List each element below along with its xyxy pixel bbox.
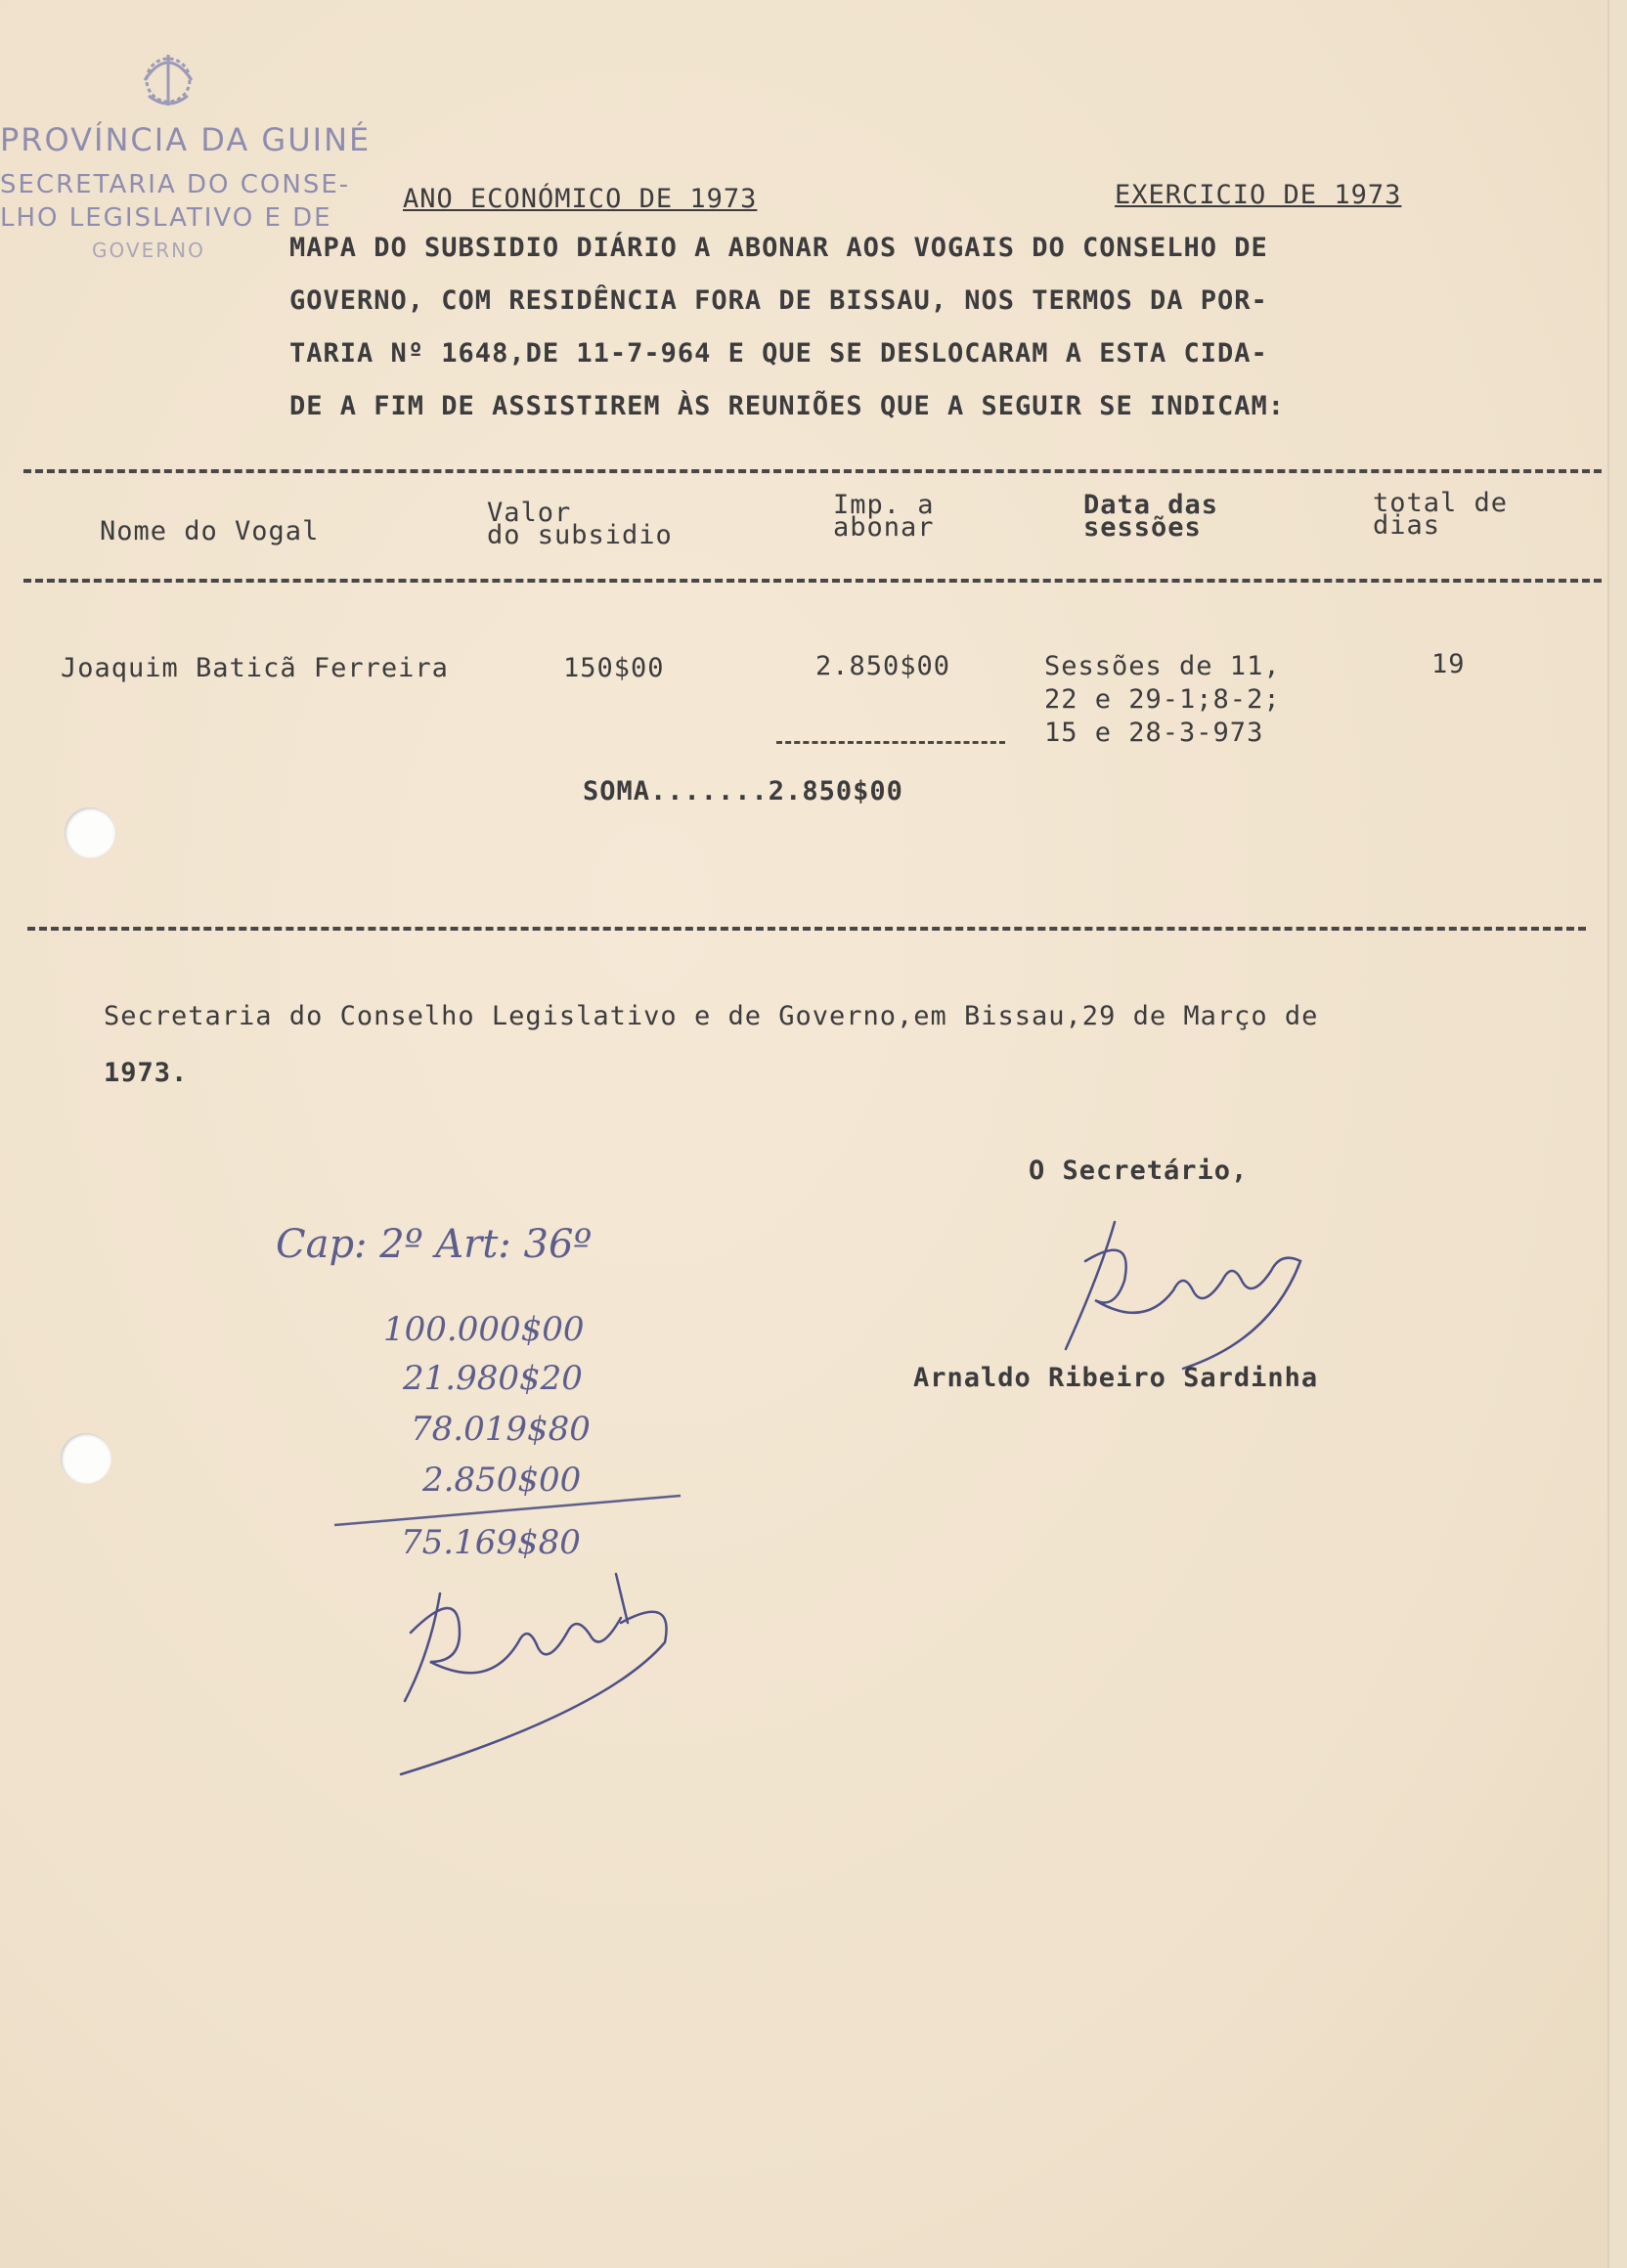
title-line-2: GOVERNO, COM RESIDÊNCIA FORA DE BISSAU, NOS TERMOS DA POR- bbox=[289, 285, 1268, 316]
title-line-4: DE A FIM DE ASSISTIREM ÀS REUNIÕES QUE A SEGUIR SE INDICAM: bbox=[289, 391, 1286, 421]
col-header-subsidy-line2: do subsidio bbox=[487, 519, 673, 550]
punch-hole-upper bbox=[65, 807, 115, 858]
title-line-1: MAPA DO SUBSIDIO DIÁRIO A ABONAR AOS VOGAIS DO CONSELHO DE bbox=[289, 233, 1268, 263]
col-header-days bbox=[1373, 488, 1509, 541]
col-header-subsidy-line1: Valor bbox=[487, 498, 572, 528]
handwritten-result: 75.169$80 bbox=[401, 1523, 581, 1562]
cell-amount: 2.850$00 bbox=[815, 651, 951, 681]
office-stamp-line1: SECRETARIA DO CONSE- bbox=[0, 170, 351, 199]
handwritten-line-4: 2.850$00 bbox=[422, 1461, 582, 1500]
secretary-signature bbox=[1007, 1202, 1340, 1378]
province-stamp: PROVÍNCIA DA GUINÉ bbox=[0, 121, 372, 158]
cell-sessions-line1: Sessões de 11, bbox=[1044, 651, 1281, 681]
col-header-days-line1: total de bbox=[1373, 488, 1509, 518]
handwritten-line-3: 78.019$80 bbox=[411, 1410, 591, 1449]
table-top-rule bbox=[23, 469, 1602, 473]
handwritten-reference: Cap: 2º Art: 36º bbox=[276, 1222, 593, 1267]
secretary-title: O Secretário, bbox=[1029, 1156, 1249, 1186]
cell-sessions-line2: 22 e 29-1;8-2; bbox=[1044, 684, 1281, 715]
col-header-amount-line1: Imp. a bbox=[833, 490, 935, 520]
col-header-dates-line1: Data das bbox=[1083, 490, 1219, 520]
col-header-dates-line2: sessões bbox=[1083, 511, 1202, 543]
col-header-dates bbox=[1083, 490, 1219, 543]
secretary-name: Arnaldo Ribeiro Sardinha bbox=[913, 1363, 1319, 1393]
exercise-label: EXERCICIO DE 1973 bbox=[1115, 180, 1402, 210]
col-header-subsidy bbox=[487, 498, 673, 550]
handwritten-sum-rule bbox=[332, 1492, 684, 1527]
coat-of-arms-stamp bbox=[115, 45, 221, 121]
place-date-line1: Secretaria do Conselho Legislativo e de Governo,em Bissau,29 de Março de bbox=[104, 1001, 1319, 1031]
paper-edge bbox=[1607, 0, 1627, 2268]
sum-rule bbox=[776, 741, 1005, 744]
cell-name: Joaquim Baticã Ferreira bbox=[61, 653, 449, 683]
table-bottom-rule bbox=[27, 927, 1586, 931]
punch-hole-lower bbox=[61, 1433, 111, 1484]
table-header-rule bbox=[23, 579, 1602, 583]
cell-sessions-line3: 15 e 28-3-973 bbox=[1044, 718, 1264, 748]
cell-subsidy: 150$00 bbox=[563, 653, 665, 683]
col-header-amount-line2: abonar bbox=[833, 511, 935, 543]
office-stamp-line3: GOVERNO bbox=[92, 239, 205, 262]
place-date-line2: 1973. bbox=[104, 1058, 189, 1088]
sum-total: SOMA.......2.850$00 bbox=[583, 776, 903, 807]
col-header-amount bbox=[833, 490, 935, 543]
handwritten-line-1: 100.000$00 bbox=[383, 1310, 585, 1349]
office-stamp-line2: LHO LEGISLATIVO E DE bbox=[0, 203, 332, 233]
handwritten-line-2: 21.980$20 bbox=[403, 1359, 583, 1398]
year-label: ANO ECONÓMICO DE 1973 bbox=[403, 184, 758, 214]
title-line-3: TARIA Nº 1648,DE 11-7-964 E QUE SE DESLOCARAM A ESTA CIDA- bbox=[289, 338, 1268, 369]
handwritten-signature bbox=[381, 1554, 694, 1779]
cell-days: 19 bbox=[1431, 649, 1466, 679]
col-header-days-line2: dias bbox=[1373, 509, 1441, 541]
col-header-name: Nome do Vogal bbox=[100, 516, 320, 546]
